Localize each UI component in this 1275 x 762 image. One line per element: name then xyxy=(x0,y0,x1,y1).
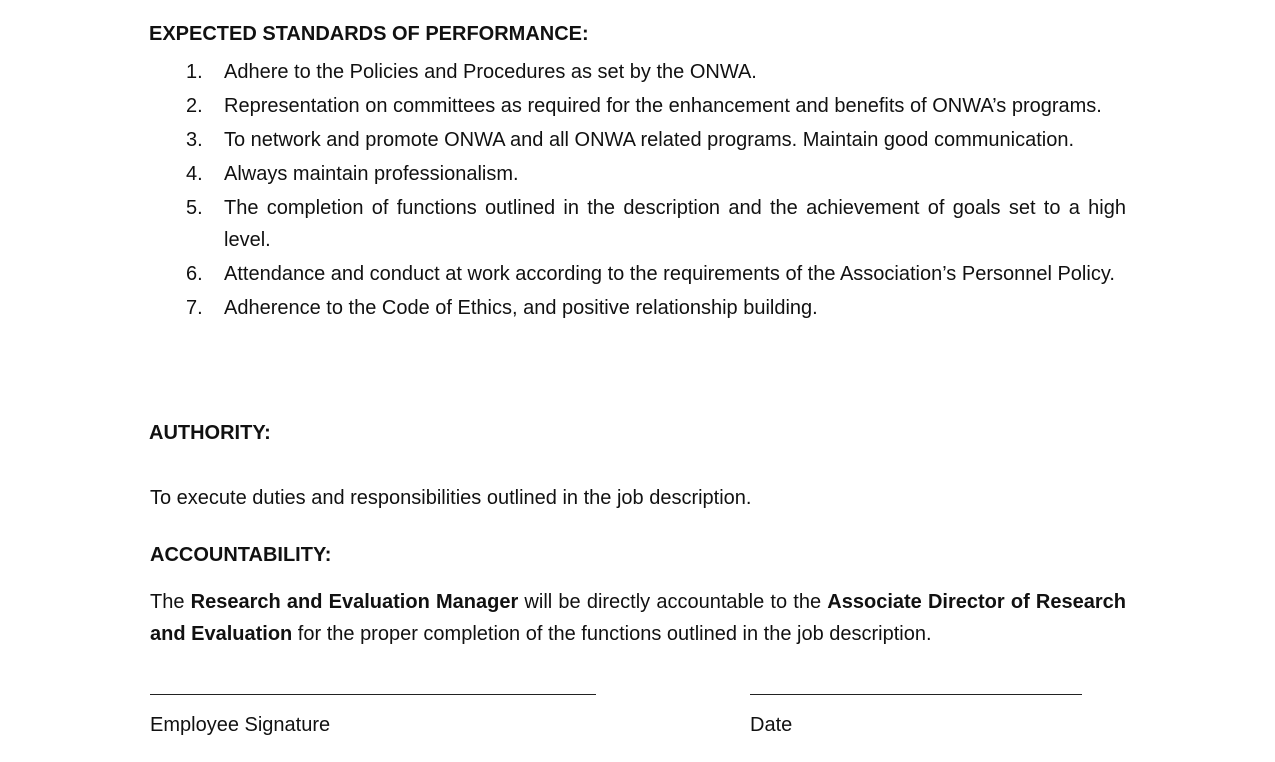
list-item-text: Adhere to the Policies and Procedures as set by the ONWA. xyxy=(224,61,757,83)
accountability-text-part: for the proper completion of the functions outlined in the job description. xyxy=(292,623,932,645)
date-signature-line xyxy=(750,694,1082,695)
authority-heading: AUTHORITY: xyxy=(149,422,271,444)
list-item-number: 5. xyxy=(186,197,203,219)
list-item xyxy=(186,292,1126,324)
list-item xyxy=(186,192,1126,256)
list-item-number: 1. xyxy=(186,61,203,83)
role-title: Research and Evaluation Manager xyxy=(190,591,519,613)
list-item-text: To network and promote ONWA and all ONWA related programs. Maintain good communication. xyxy=(224,129,1075,151)
list-item-text: Attendance and conduct at work according to the requirements of the Association’s Personnel Policy. xyxy=(224,263,1115,285)
list-item-number: 2. xyxy=(186,95,203,117)
list-item-text: Representation on committees as required for the enhancement and benefits of ONWA’s programs. xyxy=(224,95,1102,117)
list-item xyxy=(186,90,1126,122)
date-label: Date xyxy=(750,714,793,736)
list-item-number: 6. xyxy=(186,263,203,285)
list-item-number: 3. xyxy=(186,129,203,151)
accountability-text-part: will be directly accountable to the xyxy=(518,591,828,613)
list-item-number: 4. xyxy=(186,163,203,185)
accountability-text xyxy=(150,586,1126,650)
list-item-text: The completion of functions outlined in the description and the achievement of goals set to a high level. xyxy=(224,197,1126,251)
standards-heading: EXPECTED STANDARDS OF PERFORMANCE: xyxy=(149,23,589,45)
list-item-text: Adherence to the Code of Ethics, and positive relationship building. xyxy=(224,297,818,319)
employee-signature-line xyxy=(150,694,596,695)
list-item xyxy=(186,124,1126,156)
list-item-number: 7. xyxy=(186,297,203,319)
employee-signature-label: Employee Signature xyxy=(150,714,331,736)
supervisor-title: Associate Director of Research and Evaluation xyxy=(150,591,1126,645)
authority-text: To execute duties and responsibilities outlined in the job description. xyxy=(150,487,752,509)
list-item xyxy=(186,158,1126,190)
standards-list xyxy=(186,56,1126,326)
list-item xyxy=(186,56,1126,88)
accountability-heading: ACCOUNTABILITY: xyxy=(150,544,332,566)
list-item xyxy=(186,258,1126,290)
list-item-text: Always maintain professionalism. xyxy=(224,163,519,185)
accountability-text-part: The xyxy=(150,591,191,613)
